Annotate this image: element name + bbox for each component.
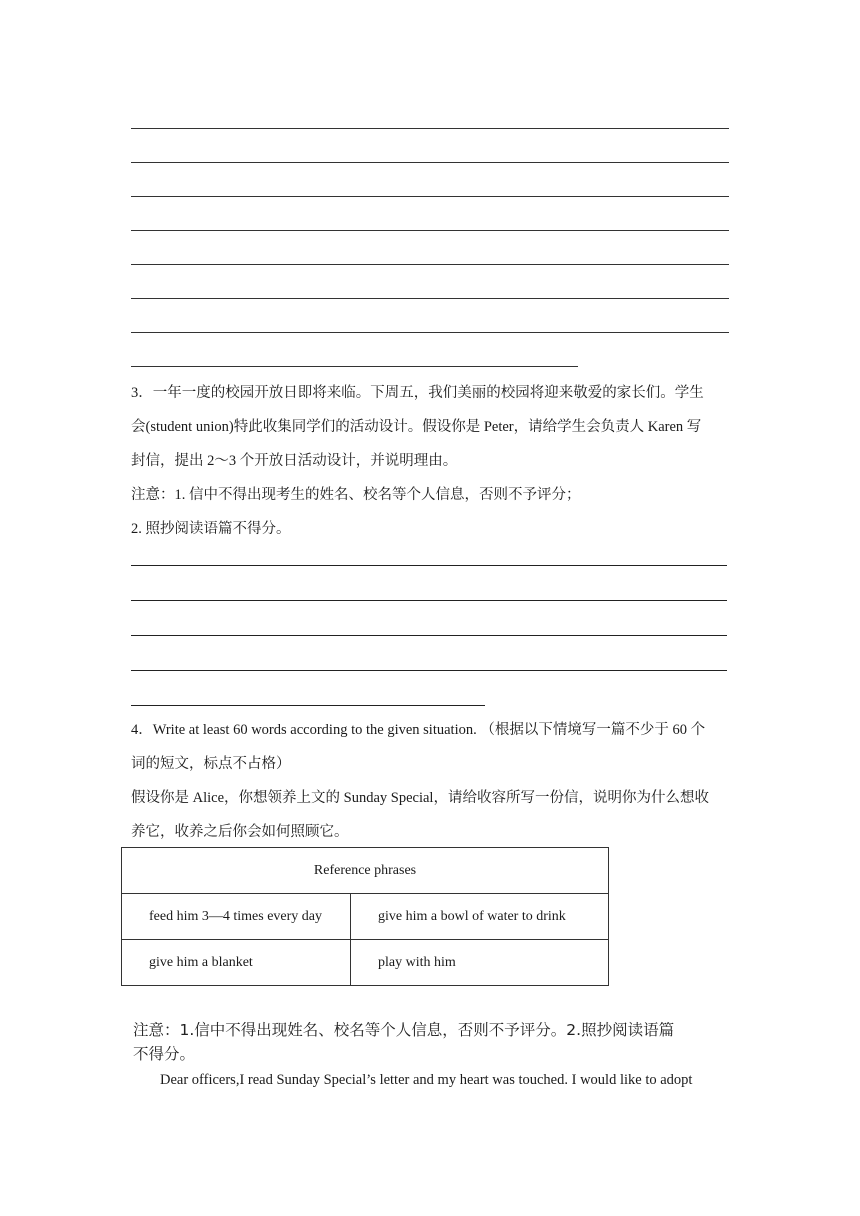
notice-line: 注意：1.信中不得出现姓名、校名等个人信息，否则不予评分。2.照抄阅读语篇 bbox=[133, 1021, 675, 1039]
reference-phrases-table bbox=[121, 847, 609, 986]
answer-line bbox=[131, 162, 729, 163]
table-row bbox=[122, 940, 609, 986]
question-4-line: Write at least 60 words according to the given situation. （根据以下情境写一篇不少于 60 个 bbox=[152, 722, 706, 738]
answer-line bbox=[131, 600, 727, 601]
question-4-line: 假设你是 Alice，你想领养上文的 Sunday Special，请给收容所写一份信，说明你为什么想收 bbox=[131, 790, 709, 806]
table-header: Reference phrases bbox=[122, 848, 609, 894]
notice-line: 不得分。 bbox=[133, 1045, 196, 1063]
question-3-line: 一年一度的校园开放日即将来临。下周五，我们美丽的校园将迎来敬爱的家长们。学生 bbox=[152, 385, 704, 401]
letter-opening: Dear officers,I read Sunday Special’s letter and my heart was touched. I would like to adopt bbox=[160, 1072, 693, 1088]
answer-line bbox=[131, 635, 727, 636]
table-row bbox=[122, 894, 609, 940]
answer-line bbox=[131, 264, 729, 265]
answer-line bbox=[131, 196, 729, 197]
answer-line bbox=[131, 332, 729, 333]
answer-line bbox=[131, 705, 485, 706]
answer-line bbox=[131, 298, 729, 299]
answer-line bbox=[131, 565, 727, 566]
question-3-text bbox=[131, 376, 731, 546]
table-cell: give him a bowl of water to drink bbox=[351, 894, 609, 940]
answer-line bbox=[131, 366, 578, 367]
table-cell: feed him 3—4 times every day bbox=[122, 894, 351, 940]
question-number: 4． bbox=[131, 722, 153, 738]
question-3-note: 注意：1. 信中不得出现考生的姓名、校名等个人信息，否则不予评分； bbox=[131, 487, 581, 503]
question-4-line: 词的短文，标点不占格） bbox=[131, 756, 291, 772]
question-4-text bbox=[131, 713, 731, 849]
question-3-line: 会(student union)特此收集同学们的活动设计。假设你是 Peter，请给学生会负责人 Karen 写 bbox=[131, 419, 702, 435]
answer-line bbox=[131, 670, 727, 671]
table-cell: give him a blanket bbox=[122, 940, 351, 986]
table-cell: play with him bbox=[351, 940, 609, 986]
question-number: 3． bbox=[131, 385, 153, 401]
question-3-note: 2. 照抄阅读语篇不得分。 bbox=[131, 521, 291, 537]
question-4-line: 养它，收养之后你会如何照顾它。 bbox=[131, 824, 349, 840]
question-3-line: 封信，提出 2～3 个开放日活动设计，并说明理由。 bbox=[131, 453, 458, 469]
answer-line bbox=[131, 128, 729, 129]
notice-text bbox=[133, 1018, 733, 1066]
answer-line bbox=[131, 230, 729, 231]
